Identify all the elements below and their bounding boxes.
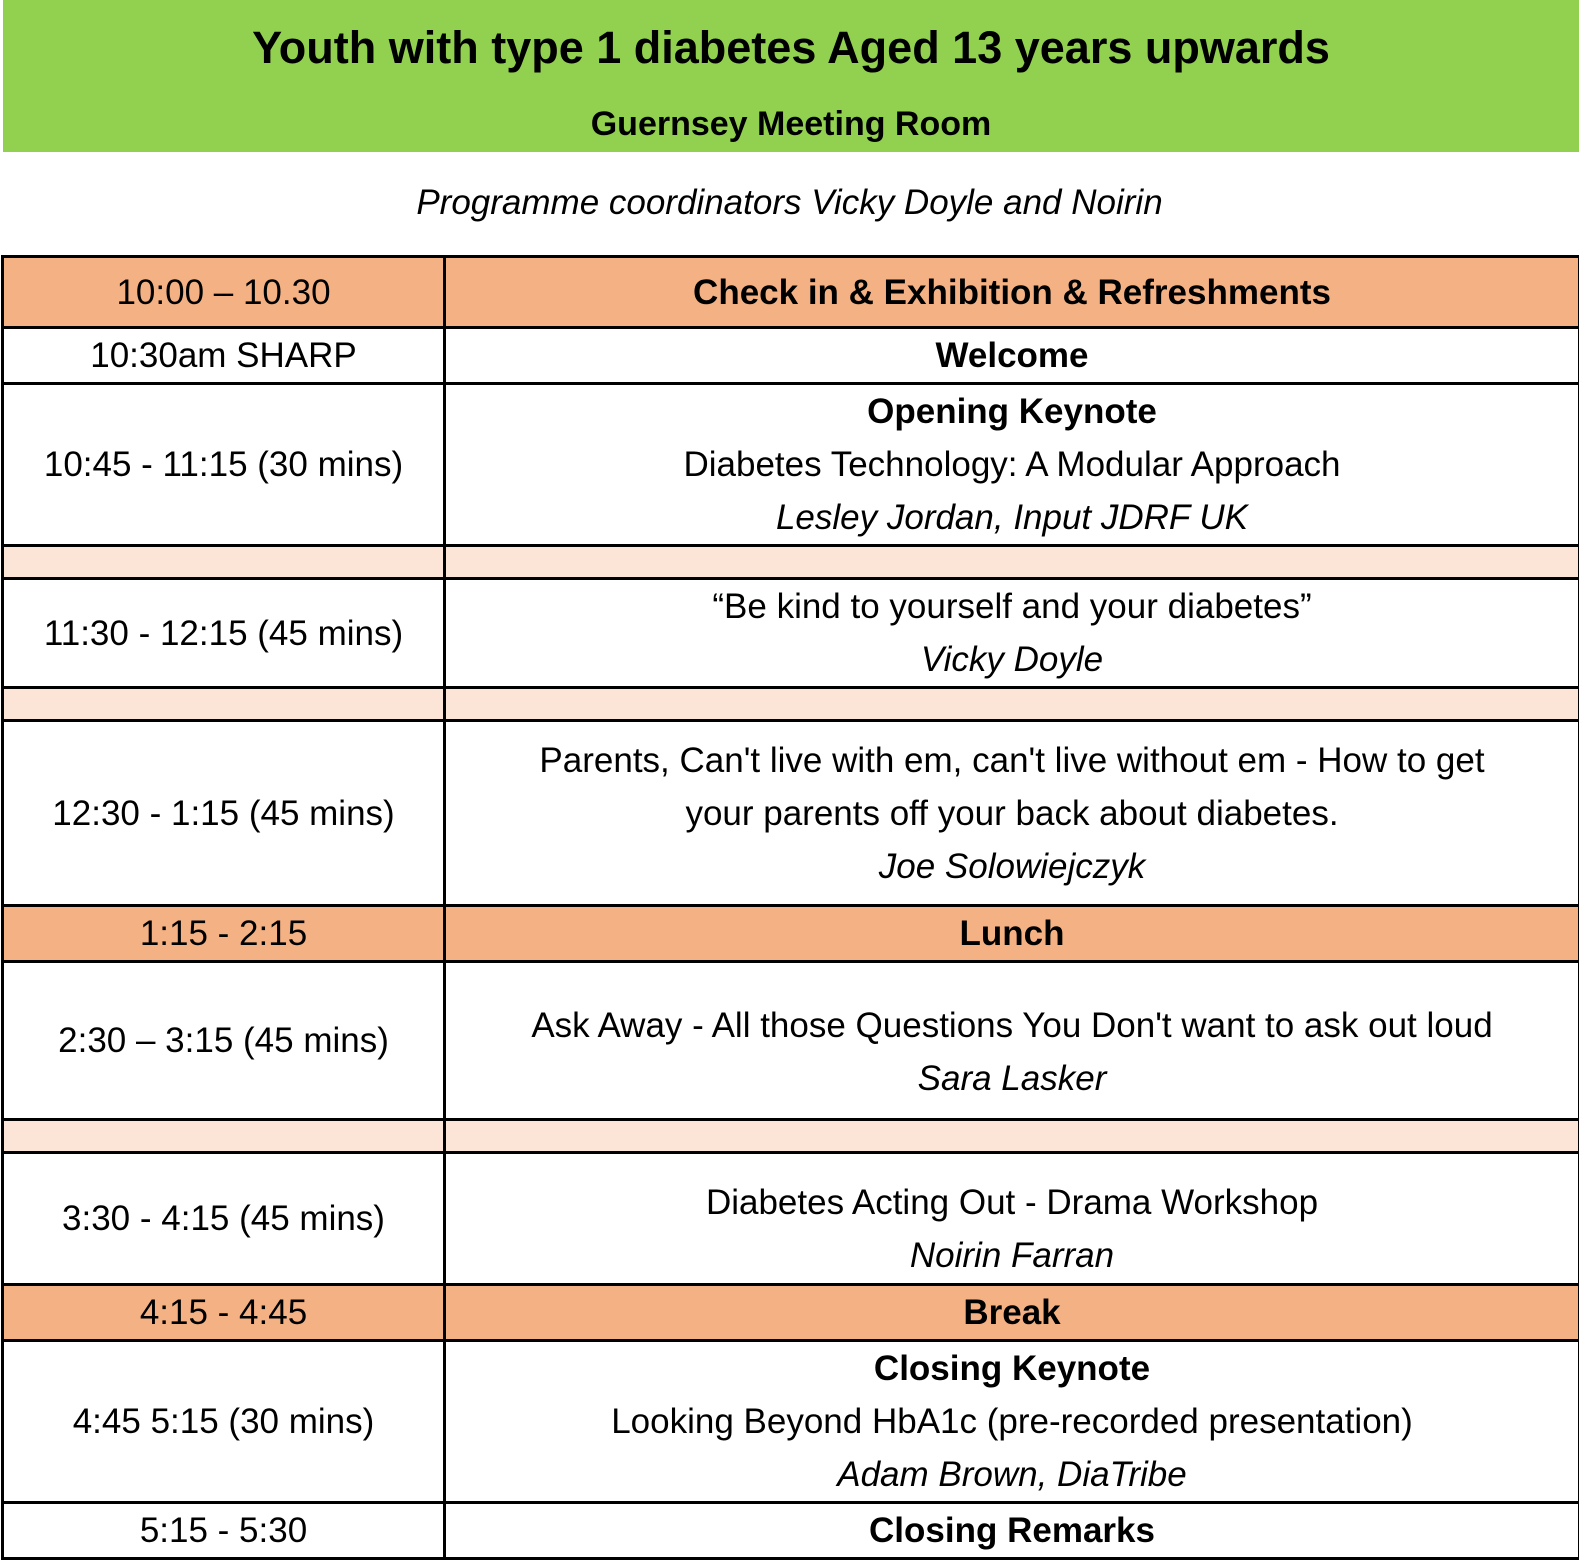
time-cell: 10:00 – 10.30	[3, 257, 445, 328]
spacer-row	[3, 688, 1579, 721]
event-cell	[445, 721, 1579, 906]
time-cell: 10:30am SHARP	[3, 328, 445, 384]
event-heading: Welcome	[445, 328, 1579, 384]
page-title: Youth with type 1 diabetes Aged 13 years upwards	[3, 18, 1579, 78]
schedule-row	[3, 328, 1579, 384]
time-cell: 4:45 5:15 (30 mins)	[3, 1341, 445, 1503]
programme-coordinators: Programme coordinators Vicky Doyle and Noirin	[0, 179, 1579, 227]
event-heading: Lunch	[445, 906, 1579, 962]
event-title: Diabetes Acting Out - Drama Workshop	[452, 1176, 1572, 1229]
event-heading: Closing Keynote	[452, 1342, 1572, 1395]
event-speaker: Lesley Jordan, Input JDRF UK	[452, 491, 1572, 544]
time-cell: 1:15 - 2:15	[3, 906, 445, 962]
schedule-row	[3, 721, 1579, 906]
event-heading: Check in & Exhibition & Refreshments	[445, 257, 1579, 328]
event-title: Ask Away - All those Questions You Don't want to ask out loud	[452, 999, 1572, 1052]
event-speaker: Sara Lasker	[452, 1052, 1572, 1105]
event-title: Diabetes Technology: A Modular Approach	[452, 438, 1572, 491]
schedule-row	[3, 906, 1579, 962]
event-cell	[445, 1153, 1579, 1285]
event-heading: Opening Keynote	[452, 385, 1572, 438]
schedule-row	[3, 257, 1579, 328]
schedule-row	[3, 962, 1579, 1120]
event-title-continued: your parents off your back about diabetes.	[452, 787, 1572, 840]
room-name: Guernsey Meeting Room	[3, 101, 1579, 147]
event-speaker: Vicky Doyle	[452, 633, 1572, 686]
time-cell: 4:15 - 4:45	[3, 1285, 445, 1341]
time-cell: 5:15 - 5:30	[3, 1503, 445, 1559]
event-cell	[445, 1341, 1579, 1503]
event-title: “Be kind to yourself and your diabetes”	[452, 580, 1572, 633]
time-cell: 11:30 - 12:15 (45 mins)	[3, 579, 445, 688]
time-cell: 12:30 - 1:15 (45 mins)	[3, 721, 445, 906]
schedule-row	[3, 1285, 1579, 1341]
event-title: Parents, Can't live with em, can't live without em - How to get	[452, 734, 1572, 787]
schedule-row	[3, 579, 1579, 688]
schedule-table	[1, 255, 1579, 1560]
event-speaker: Noirin Farran	[452, 1229, 1572, 1282]
event-cell	[445, 579, 1579, 688]
spacer-row	[3, 546, 1579, 579]
event-speaker: Adam Brown, DiaTribe	[452, 1448, 1572, 1501]
schedule-row	[3, 1153, 1579, 1285]
event-heading: Break	[445, 1285, 1579, 1341]
spacer-row	[3, 1120, 1579, 1153]
event-cell	[445, 962, 1579, 1120]
time-cell: 10:45 - 11:15 (30 mins)	[3, 384, 445, 546]
event-heading: Closing Remarks	[445, 1503, 1579, 1559]
time-cell: 3:30 - 4:15 (45 mins)	[3, 1153, 445, 1285]
header-banner	[3, 0, 1579, 152]
time-cell: 2:30 – 3:15 (45 mins)	[3, 962, 445, 1120]
schedule-row	[3, 384, 1579, 546]
event-speaker: Joe Solowiejczyk	[452, 840, 1572, 893]
event-cell	[445, 384, 1579, 546]
schedule-row	[3, 1341, 1579, 1503]
schedule-row	[3, 1503, 1579, 1559]
event-title: Looking Beyond HbA1c (pre-recorded presentation)	[452, 1395, 1572, 1448]
